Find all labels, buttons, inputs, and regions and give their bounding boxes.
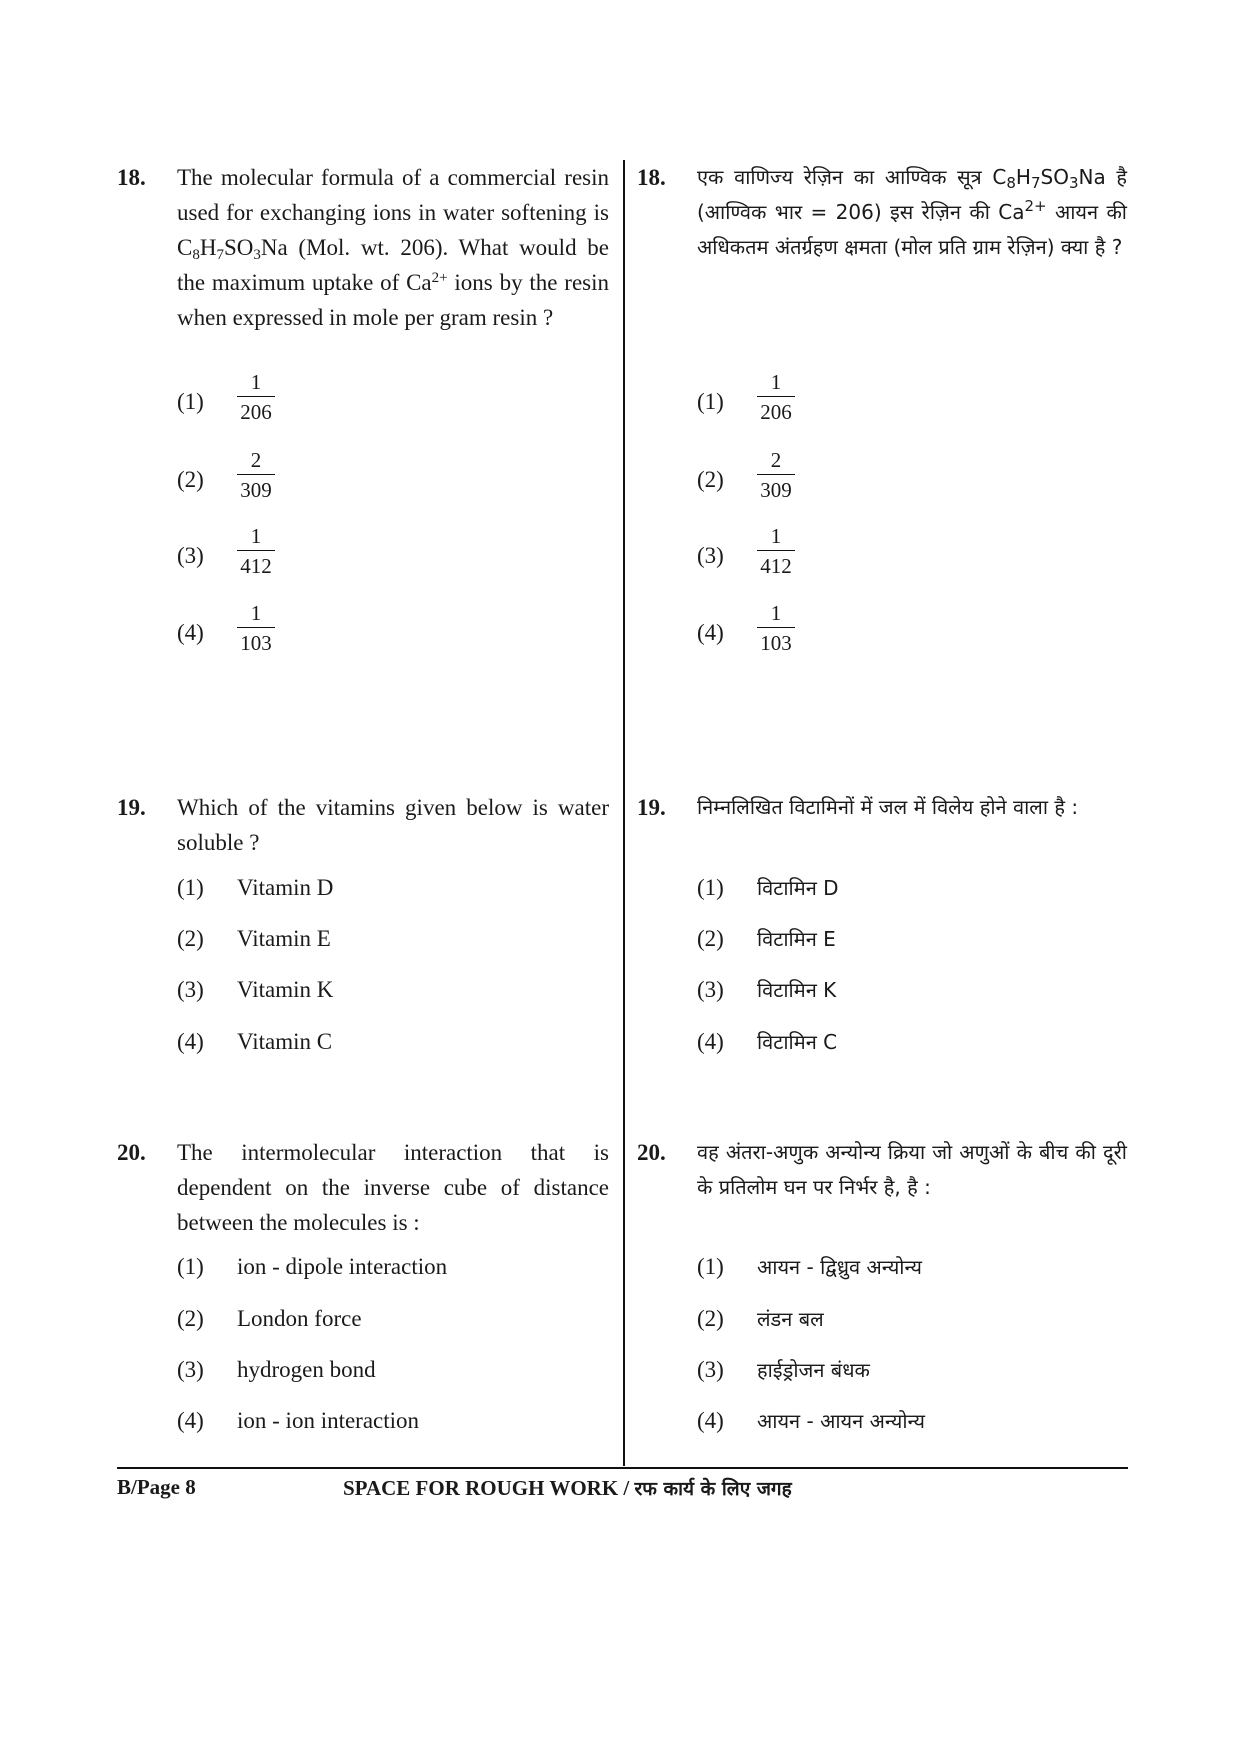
question-number: 19. xyxy=(637,795,666,820)
fraction: 1 103 xyxy=(237,599,275,657)
page-label: B/Page 8 xyxy=(117,1475,196,1499)
fraction: 2 309 xyxy=(757,446,795,504)
question-text: एक वाणिज्य रेज़िन का आण्विक सूत्र $C_8H_7SO_3Na$ है (आण्विक भार = 206) इस रेज़िन की $Ca^{2+}$ आयन की अधिकतम अंतर्ग्रहण क्षमता (मोल प्रति ग्राम रेज़िन) क्या है ? xyxy=(697,165,1127,259)
question-text: वह अंतरा-अणुक अन्योन्य क्रिया जो अणुओं के बीच की दूरी के प्रतिलोम घन पर निर्भर है, है : xyxy=(697,1140,1127,1199)
fraction: 2 309 xyxy=(237,446,275,504)
fraction: 1 103 xyxy=(757,599,795,657)
question-number: 20. xyxy=(117,1140,146,1165)
question-number: 18. xyxy=(117,165,146,190)
footer-rule xyxy=(117,1467,1128,1469)
question-18: 18. The molecular formula of a commercial resin used for exchanging ions in water softening is $C_8H_7SO_3Na$ (Mol. wt. 206). What would be the maximum uptake of $Ca^{2+}$ ions by the resin when expressed in mole per gram resin ? (1) 1 206 (2) 2 309 (3) 1 412 (4) 1 103 xyxy=(117,160,609,335)
column-divider xyxy=(623,160,625,1466)
rough-work-label: SPACE FOR ROUGH WORK / रफ कार्य के लिए जगह xyxy=(343,1476,792,1500)
fraction: 1 206 xyxy=(237,368,275,426)
question-text: The intermolecular interaction that is dependent on the inverse cube of distance between the molecules is : xyxy=(177,1140,609,1235)
question-19: 19. निम्नलिखित विटामिनों में जल में विलेय होने वाला है : (1) विटामिन D (2) विटामिन E (3) विटामिन K (4) विटामिन C xyxy=(637,790,1127,825)
question-text: The molecular formula of a commercial resin used for exchanging ions in water softening is $C_8H_7SO_3Na$ (Mol. wt. 206). What would be the maximum uptake of $Ca^{2+}$ ions by the resin when expressed in mole per gram resin ? xyxy=(177,165,609,330)
question-number: 20. xyxy=(637,1140,666,1165)
question-20: 20. The intermolecular interaction that is dependent on the inverse cube of distance between the molecules is : (1) ion - dipole interaction (2) London force (3) hydrogen bond (4) ion - ion interaction xyxy=(117,1135,609,1240)
question-18: 18. एक वाणिज्य रेज़िन का आण्विक सूत्र $C_8H_7SO_3Na$ है (आण्विक भार = 206) इस रेज़िन की $Ca^{2+}$ आयन की अधिकतम अंतर्ग्रहण क्षमता (मोल प्रति ग्राम रेज़िन) क्या है ? (1) 1 206 (2) 2 309 (3) 1 412 (4) 1 103 xyxy=(637,160,1127,265)
fraction: 1 412 xyxy=(757,522,795,580)
fraction: 1 206 xyxy=(757,368,795,426)
question-20: 20. वह अंतरा-अणुक अन्योन्य क्रिया जो अणुओं के बीच की दूरी के प्रतिलोम घन पर निर्भर है, है : (1) आयन - द्विध्रुव अन्योन्य (2) लंडन बल (3) हाईड्रोजन बंधक (4) आयन - आयन अन्योन्य xyxy=(637,1135,1127,1205)
question-text: निम्नलिखित विटामिनों में जल में विलेय होने वाला है : xyxy=(697,795,1079,819)
question-number: 19. xyxy=(117,795,146,820)
question-text: Which of the vitamins given below is water soluble ? xyxy=(177,795,609,855)
question-number: 18. xyxy=(637,165,666,190)
fraction: 1 412 xyxy=(237,522,275,580)
question-19: 19. Which of the vitamins given below is water soluble ? (1) Vitamin D (2) Vitamin E (3) Vitamin K (4) Vitamin C xyxy=(117,790,609,860)
